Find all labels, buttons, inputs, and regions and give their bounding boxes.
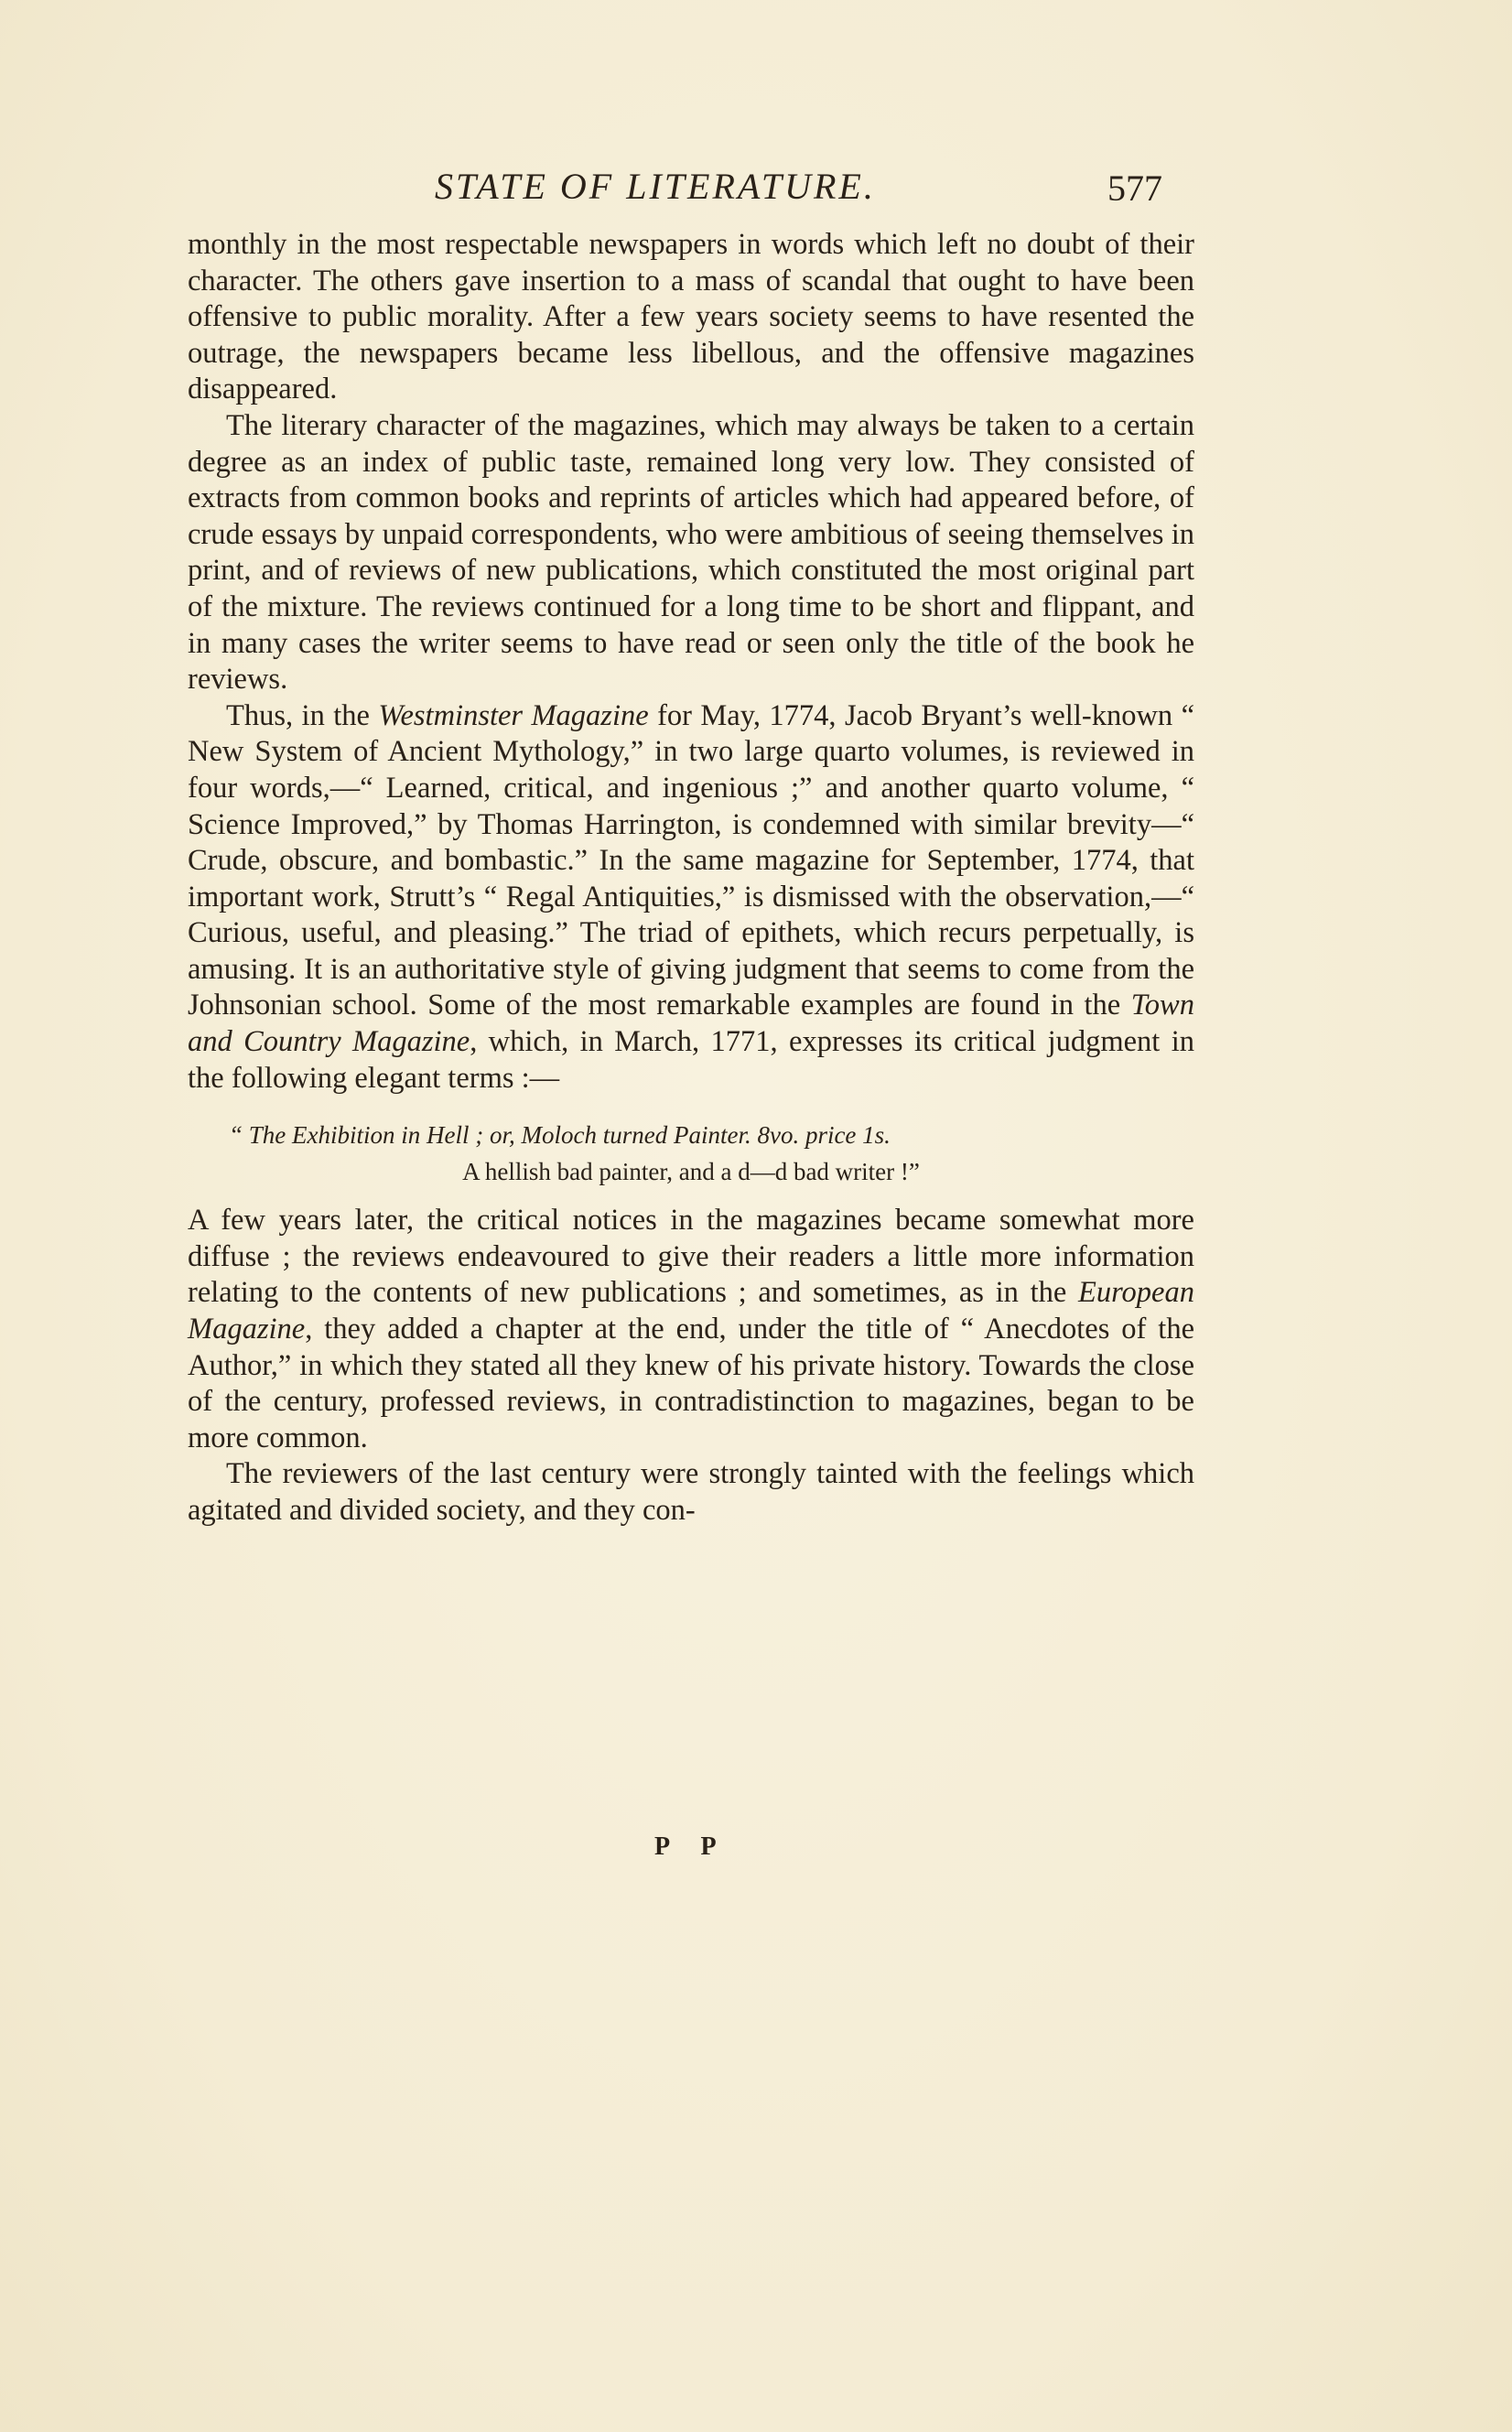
paragraph-3-text-a: Thus, in the bbox=[226, 698, 379, 732]
paragraph-3 bbox=[188, 698, 1194, 1097]
paragraph-1: monthly in the most respectable newspapers in words which left no doubt of their character. The others gave insertion to a mass of scandal that ought to have been offensive to public morality. After a few years society seems to have resented the outrage, the newspapers became less libellous, and the offensive magazines disappeared. bbox=[188, 228, 1194, 406]
quote-line-2: A hellish bad painter, and a d—d bad writer !” bbox=[462, 1158, 920, 1186]
paragraph-4 bbox=[188, 1203, 1194, 1456]
paragraph-5: The reviewers of the last century were strongly tainted with the feelings which agitated and divided society, and they con- bbox=[188, 1457, 1194, 1527]
paragraph-3-text-e: , which, in March, 1771, expresses its critical judgment in the following elegant terms :— bbox=[188, 1025, 1194, 1095]
paragraph-4-text-c: , they added a chapter at the end, under the title of “ Anecdotes of the Author,” in which they stated all they knew of his private history. Towards the close of the century, professed reviews, in contradistinction to magazines, began to be more common. bbox=[188, 1313, 1194, 1454]
paragraph-3-text-c: for May, 1774, Jacob Bryant’s well-known “ New System of Ancient Mythology,” in two large quarto volumes, is reviewed in four words,—“ Learned, critical, and ingenious ;” and another quarto volume, “ Science Improved,” by Thomas Harrington, is condemned with similar brevity—“ Crude, obscure, and bombastic.” In the same magazine for September, 1774, that important work, Strutt’s “ Regal Antiquities,” is dismissed with the observation,—“ Curious, useful, and pleasing.” The triad of epithets, which recurs perpetually, is amusing. It is an authoritative style of giving judgment that seems to come from the Johnsonian school. Some of the most remarkable examples are found in the bbox=[188, 698, 1195, 1022]
page-header bbox=[188, 165, 1194, 216]
signature-mark: P P bbox=[654, 1832, 729, 1861]
quote-line-1: “ The Exhibition in Hell ; or, Moloch turned Painter. 8vo. price 1s. bbox=[229, 1121, 891, 1150]
running-head: STATE OF LITERATURE. bbox=[435, 166, 876, 207]
westminster-magazine-title: Westminster Magazine bbox=[378, 698, 649, 732]
body-text bbox=[188, 227, 1194, 1529]
paragraph-4-text-a: A few years later, the critical notices in the magazines became somewhat more diffuse ; the reviews endeavoured to give their readers a little more information relating to the contents of new publications ; and sometimes, as in the bbox=[188, 1204, 1194, 1310]
block-quote bbox=[188, 1117, 1194, 1190]
town-and-country-magazine-title: Town and Country Magazine bbox=[188, 989, 1194, 1059]
paragraph-2: The literary character of the magazines, which may always be taken to a certain degree as an index of public taste, remained long very low. They consisted of extracts from common books and reprints of articles which had appeared before, of crude essays by unpaid correspondents, who were ambitious of seeing themselves in print, and of reviews of new publications, which constituted the most original part of the mixture. The reviews continued for a long time to be short and flippant, and in many cases the writer seems to have read or seen only the title of the book he reviews. bbox=[188, 408, 1194, 697]
european-magazine-title: European Magazine bbox=[188, 1276, 1194, 1346]
page-number: 577 bbox=[1107, 168, 1162, 209]
